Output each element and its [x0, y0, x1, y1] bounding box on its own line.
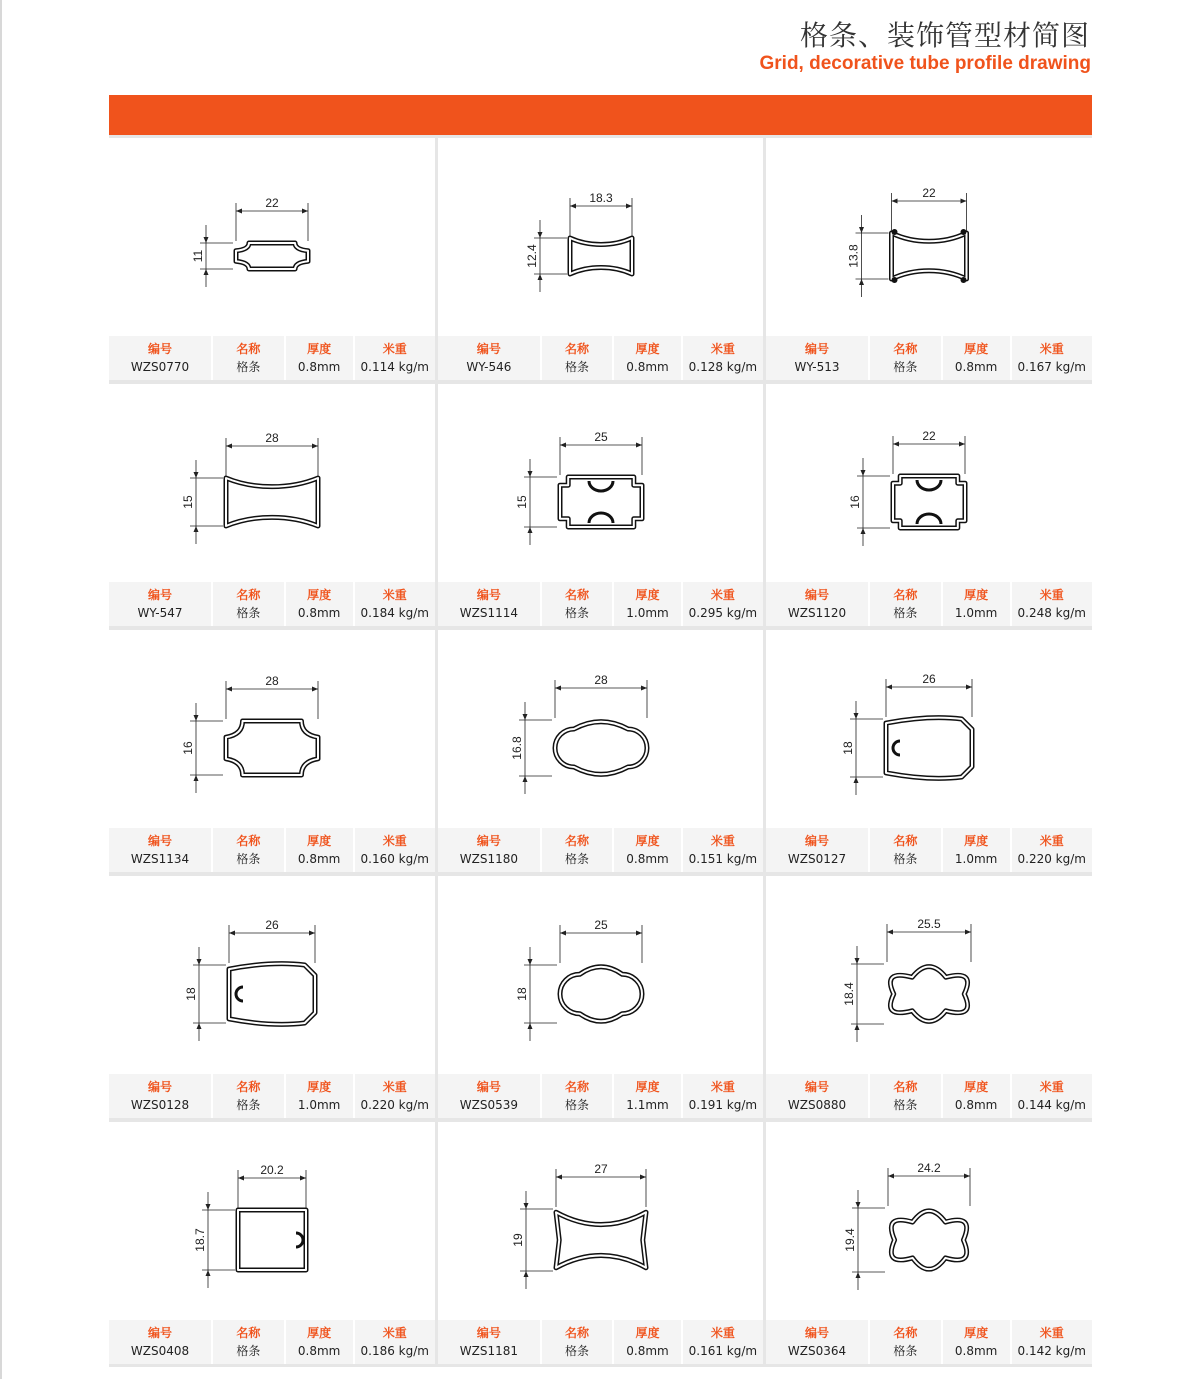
- spec-column-weight: [353, 582, 435, 626]
- profile-outline: [229, 964, 315, 1025]
- spec-column-thickness: [612, 336, 681, 380]
- profile-card: [438, 1122, 763, 1364]
- weight-label: 米重: [382, 341, 407, 356]
- width-dimension-label: 25.5: [917, 917, 941, 931]
- weight-value: 0.151 kg/m: [688, 851, 758, 866]
- profile-drawing: [766, 876, 1092, 1076]
- profile-outline: [886, 718, 972, 779]
- spec-column-thickness: [284, 828, 353, 872]
- spec-column-name: [540, 1074, 612, 1118]
- weight-value: 0.161 kg/m: [688, 1343, 758, 1358]
- thickness-label: 厚度: [964, 587, 989, 602]
- spec-column-code: [438, 1320, 540, 1364]
- thickness-label: 厚度: [307, 1079, 332, 1094]
- spec-column-thickness: [941, 828, 1010, 872]
- spec-table: [766, 1074, 1092, 1118]
- spec-column-thickness: [612, 1320, 681, 1364]
- weight-value: 0.114 kg/m: [360, 359, 429, 374]
- thickness-value: 0.8mm: [954, 1097, 998, 1112]
- spec-column-code: [438, 582, 540, 626]
- thickness-label: 厚度: [635, 341, 660, 356]
- profile-card: [766, 876, 1092, 1118]
- code-value: WY-513: [794, 359, 840, 374]
- name-label: 名称: [893, 587, 918, 602]
- thickness-label: 厚度: [635, 1325, 660, 1340]
- weight-label: 米重: [1039, 833, 1064, 848]
- thickness-value: 0.8mm: [297, 851, 341, 866]
- accent-banner: [109, 95, 1092, 135]
- page-title-chinese: 格条、装饰管型材简图: [799, 19, 1090, 52]
- spec-column-thickness: [612, 1074, 681, 1118]
- spec-column-weight: [353, 1320, 435, 1364]
- spec-table: [109, 582, 435, 626]
- spec-column-weight: [1010, 582, 1092, 626]
- name-label: 名称: [564, 1079, 589, 1094]
- height-dimension-label: 18: [841, 741, 855, 755]
- spec-column-code: [438, 828, 540, 872]
- weight-value: 0.184 kg/m: [360, 605, 429, 620]
- spec-column-name: [211, 1320, 284, 1364]
- profile-outline: [570, 238, 632, 274]
- thickness-label: 厚度: [635, 587, 660, 602]
- weight-label: 米重: [1039, 341, 1064, 356]
- spec-column-code: [109, 582, 211, 626]
- name-label: 名称: [893, 1079, 918, 1094]
- thickness-label: 厚度: [964, 833, 989, 848]
- profile-card: [109, 876, 435, 1118]
- profile-drawing: [766, 630, 1092, 830]
- weight-label: 米重: [1039, 587, 1064, 602]
- width-dimension-label: 28: [594, 673, 608, 687]
- spec-column-weight: [681, 336, 763, 380]
- spec-column-name: [868, 828, 941, 872]
- thickness-label: 厚度: [307, 341, 332, 356]
- code-value: WZS0880: [787, 1097, 847, 1112]
- code-value: WY-547: [137, 605, 183, 620]
- code-label: 编号: [148, 1079, 173, 1094]
- page-title-english: Grid, decorative tube profile drawing: [759, 53, 1091, 74]
- spec-column-weight: [1010, 1074, 1092, 1118]
- profile-card: [109, 138, 435, 380]
- name-value: 格条: [893, 1343, 918, 1358]
- name-value: 格条: [564, 605, 589, 620]
- weight-value: 0.220 kg/m: [1017, 851, 1086, 866]
- weight-label: 米重: [1039, 1079, 1064, 1094]
- profile-drawing: [109, 630, 435, 830]
- code-label: 编号: [148, 341, 173, 356]
- spec-column-name: [211, 1074, 284, 1118]
- profile-outline: [238, 1210, 306, 1270]
- thickness-label: 厚度: [964, 341, 989, 356]
- height-dimension-label: 19.4: [843, 1228, 857, 1252]
- spec-column-name: [211, 582, 284, 626]
- spec-table: [438, 336, 763, 380]
- spec-table: [109, 1074, 435, 1118]
- spec-column-code: [766, 1320, 868, 1364]
- spec-column-weight: [681, 1074, 763, 1118]
- profile-card: [766, 630, 1092, 872]
- name-value: 格条: [236, 1343, 261, 1358]
- profile-card: [438, 384, 763, 626]
- thickness-label: 厚度: [635, 833, 660, 848]
- width-dimension-label: 20.2: [260, 1163, 284, 1177]
- code-label: 编号: [805, 587, 830, 602]
- thickness-label: 厚度: [964, 1325, 989, 1340]
- width-dimension-label: 25: [594, 430, 608, 444]
- name-label: 名称: [236, 833, 261, 848]
- thickness-value: 0.8mm: [297, 1343, 341, 1358]
- spec-column-weight: [353, 336, 435, 380]
- width-dimension-label: 24.2: [917, 1161, 941, 1175]
- spec-table: [438, 1320, 763, 1364]
- spec-column-name: [540, 1320, 612, 1364]
- spec-column-weight: [353, 828, 435, 872]
- height-dimension-label: 15: [181, 495, 195, 509]
- name-label: 名称: [236, 587, 261, 602]
- name-value: 格条: [236, 1097, 261, 1112]
- profile-drawing: [438, 630, 763, 830]
- code-label: 编号: [805, 341, 830, 356]
- profile-card: [766, 384, 1092, 626]
- name-label: 名称: [236, 1325, 261, 1340]
- width-dimension-label: 28: [265, 431, 279, 445]
- spec-column-code: [766, 828, 868, 872]
- code-value: WZS0539: [459, 1097, 518, 1112]
- code-value: WZS1120: [787, 605, 847, 620]
- height-dimension-label: 18.4: [842, 982, 856, 1006]
- name-label: 名称: [564, 833, 589, 848]
- profile-card: [766, 1122, 1092, 1364]
- profile-drawing: [438, 384, 763, 584]
- profile-outline: [892, 233, 967, 279]
- width-dimension-label: 22: [922, 186, 936, 200]
- weight-label: 米重: [710, 833, 735, 848]
- weight-value: 0.220 kg/m: [360, 1097, 429, 1112]
- spec-column-thickness: [284, 582, 353, 626]
- weight-value: 0.248 kg/m: [1017, 605, 1086, 620]
- weight-value: 0.191 kg/m: [688, 1097, 758, 1112]
- thickness-value: 1.0mm: [297, 1097, 341, 1112]
- name-label: 名称: [564, 587, 589, 602]
- spec-column-name: [540, 582, 612, 626]
- thickness-value: 1.0mm: [626, 605, 669, 620]
- weight-value: 0.160 kg/m: [360, 851, 429, 866]
- spec-column-weight: [1010, 828, 1092, 872]
- width-dimension-label: 26: [922, 672, 936, 686]
- profile-card: [109, 384, 435, 626]
- code-label: 编号: [148, 587, 173, 602]
- profile-outline: [556, 1212, 646, 1268]
- spec-column-code: [766, 582, 868, 626]
- profile-card: [766, 138, 1092, 380]
- spec-table: [109, 1320, 435, 1364]
- code-value: WZS0127: [787, 851, 847, 866]
- spec-column-thickness: [284, 1320, 353, 1364]
- width-dimension-label: 22: [922, 429, 936, 443]
- spec-column-name: [868, 1074, 941, 1118]
- height-dimension-label: 12.4: [525, 244, 539, 268]
- height-dimension-label: 18.7: [193, 1228, 207, 1252]
- profile-card: [109, 1122, 435, 1364]
- profile-drawing: [438, 876, 763, 1076]
- height-dimension-label: 11: [191, 249, 205, 263]
- thickness-label: 厚度: [307, 833, 332, 848]
- height-dimension-label: 16.8: [510, 736, 524, 760]
- profile-outline: [226, 478, 318, 526]
- thickness-value: 1.0mm: [954, 851, 998, 866]
- profile-drawing: [109, 384, 435, 584]
- spec-column-weight: [681, 1320, 763, 1364]
- spec-column-thickness: [941, 1074, 1010, 1118]
- profile-outline: [560, 477, 642, 527]
- spec-table: [766, 828, 1092, 872]
- height-dimension-label: 18: [515, 987, 529, 1001]
- code-value: WZS0408: [130, 1343, 190, 1358]
- profile-drawing: [109, 1122, 435, 1322]
- name-label: 名称: [236, 1079, 261, 1094]
- name-label: 名称: [893, 833, 918, 848]
- code-label: 编号: [476, 587, 501, 602]
- spec-column-thickness: [612, 828, 681, 872]
- thickness-value: 0.8mm: [626, 1343, 669, 1358]
- spec-column-code: [438, 336, 540, 380]
- thickness-value: 0.8mm: [954, 359, 998, 374]
- code-value: WZS1134: [130, 851, 190, 866]
- spec-column-code: [438, 1074, 540, 1118]
- height-dimension-label: 15: [515, 495, 529, 509]
- weight-label: 米重: [710, 1325, 735, 1340]
- thickness-label: 厚度: [635, 1079, 660, 1094]
- spec-column-code: [109, 1074, 211, 1118]
- spec-column-code: [109, 1320, 211, 1364]
- code-value: WZS0128: [130, 1097, 190, 1112]
- code-label: 编号: [805, 833, 830, 848]
- spec-column-weight: [353, 1074, 435, 1118]
- spec-column-name: [868, 582, 941, 626]
- thickness-value: 1.0mm: [954, 605, 998, 620]
- name-value: 格条: [893, 605, 918, 620]
- spec-table: [109, 336, 435, 380]
- name-value: 格条: [236, 605, 261, 620]
- profile-card: [438, 630, 763, 872]
- height-dimension-label: 16: [181, 741, 195, 755]
- spec-column-name: [540, 828, 612, 872]
- spec-column-thickness: [941, 582, 1010, 626]
- spec-column-code: [109, 336, 211, 380]
- name-label: 名称: [564, 341, 589, 356]
- thickness-value: 0.8mm: [954, 1343, 998, 1358]
- name-value: 格条: [893, 1097, 918, 1112]
- spec-column-weight: [681, 582, 763, 626]
- name-value: 格条: [564, 359, 589, 374]
- spec-column-thickness: [284, 1074, 353, 1118]
- weight-label: 米重: [382, 1079, 407, 1094]
- code-value: WZS1180: [459, 851, 518, 866]
- profile-drawing: [766, 138, 1092, 338]
- width-dimension-label: 28: [265, 674, 279, 688]
- code-value: WZS1114: [459, 605, 518, 620]
- weight-value: 0.186 kg/m: [360, 1343, 429, 1358]
- code-value: WZS0364: [787, 1343, 847, 1358]
- code-label: 编号: [148, 833, 173, 848]
- thickness-value: 1.1mm: [626, 1097, 669, 1112]
- code-label: 编号: [476, 1079, 501, 1094]
- weight-value: 0.128 kg/m: [688, 359, 758, 374]
- spec-table: [766, 1320, 1092, 1364]
- code-value: WY-546: [466, 359, 512, 374]
- height-dimension-label: 19: [511, 1233, 525, 1247]
- weight-label: 米重: [710, 587, 735, 602]
- spec-column-name: [868, 336, 941, 380]
- profile-drawing: [766, 1122, 1092, 1322]
- name-value: 格条: [893, 359, 918, 374]
- name-value: 格条: [236, 851, 261, 866]
- code-value: WZS1181: [459, 1343, 518, 1358]
- name-label: 名称: [236, 341, 261, 356]
- page-edge-rule: [0, 0, 2, 1379]
- spec-column-name: [211, 336, 284, 380]
- height-dimension-label: 13.8: [846, 244, 861, 268]
- weight-value: 0.295 kg/m: [688, 605, 758, 620]
- spec-column-name: [211, 828, 284, 872]
- thickness-value: 0.8mm: [297, 605, 341, 620]
- profile-drawing: [109, 876, 435, 1076]
- code-label: 编号: [476, 341, 501, 356]
- profile-card: [438, 876, 763, 1118]
- spec-table: [766, 582, 1092, 626]
- spec-column-thickness: [612, 582, 681, 626]
- width-dimension-label: 26: [265, 918, 279, 932]
- code-label: 编号: [805, 1325, 830, 1340]
- code-label: 编号: [805, 1079, 830, 1094]
- name-label: 名称: [893, 341, 918, 356]
- profile-drawing: [109, 138, 435, 338]
- name-value: 格条: [564, 1343, 589, 1358]
- spec-table: [109, 828, 435, 872]
- profile-outline: [893, 476, 965, 528]
- weight-value: 0.144 kg/m: [1017, 1097, 1086, 1112]
- profile-drawing: [766, 384, 1092, 584]
- profile-card: [109, 630, 435, 872]
- spec-column-weight: [681, 828, 763, 872]
- thickness-label: 厚度: [307, 1325, 332, 1340]
- code-value: WZS0770: [130, 359, 190, 374]
- thickness-value: 0.8mm: [297, 359, 341, 374]
- weight-value: 0.142 kg/m: [1017, 1343, 1086, 1358]
- thickness-label: 厚度: [307, 587, 332, 602]
- spec-table: [438, 1074, 763, 1118]
- height-dimension-label: 16: [848, 495, 862, 509]
- width-dimension-label: 27: [594, 1162, 608, 1176]
- width-dimension-label: 25: [594, 918, 608, 932]
- spec-column-code: [109, 828, 211, 872]
- width-dimension-label: 18.3: [589, 191, 613, 205]
- spec-column-weight: [1010, 1320, 1092, 1364]
- spec-column-code: [766, 1074, 868, 1118]
- thickness-label: 厚度: [964, 1079, 989, 1094]
- weight-label: 米重: [382, 1325, 407, 1340]
- weight-label: 米重: [382, 833, 407, 848]
- name-value: 格条: [236, 359, 261, 374]
- weight-label: 米重: [710, 341, 735, 356]
- thickness-value: 0.8mm: [626, 359, 669, 374]
- weight-label: 米重: [382, 587, 407, 602]
- height-dimension-label: 18: [184, 987, 198, 1001]
- thickness-value: 0.8mm: [626, 851, 669, 866]
- weight-value: 0.167 kg/m: [1017, 359, 1086, 374]
- profile-drawing: [438, 138, 763, 338]
- name-label: 名称: [564, 1325, 589, 1340]
- spec-column-thickness: [941, 1320, 1010, 1364]
- weight-label: 米重: [1039, 1325, 1064, 1340]
- name-value: 格条: [564, 851, 589, 866]
- spec-table: [438, 582, 763, 626]
- profile-grid: [109, 135, 1092, 1367]
- name-value: 格条: [564, 1097, 589, 1112]
- spec-column-weight: [1010, 336, 1092, 380]
- code-label: 编号: [476, 1325, 501, 1340]
- spec-table: [438, 828, 763, 872]
- name-value: 格条: [893, 851, 918, 866]
- code-label: 编号: [476, 833, 501, 848]
- profile-drawing: [438, 1122, 763, 1322]
- weight-label: 米重: [710, 1079, 735, 1094]
- profile-card: [438, 138, 763, 380]
- spec-table: [766, 336, 1092, 380]
- width-dimension-label: 22: [265, 196, 279, 210]
- spec-column-name: [540, 336, 612, 380]
- spec-column-thickness: [941, 336, 1010, 380]
- spec-column-code: [766, 336, 868, 380]
- spec-column-thickness: [284, 336, 353, 380]
- name-label: 名称: [893, 1325, 918, 1340]
- code-label: 编号: [148, 1325, 173, 1340]
- spec-column-name: [868, 1320, 941, 1364]
